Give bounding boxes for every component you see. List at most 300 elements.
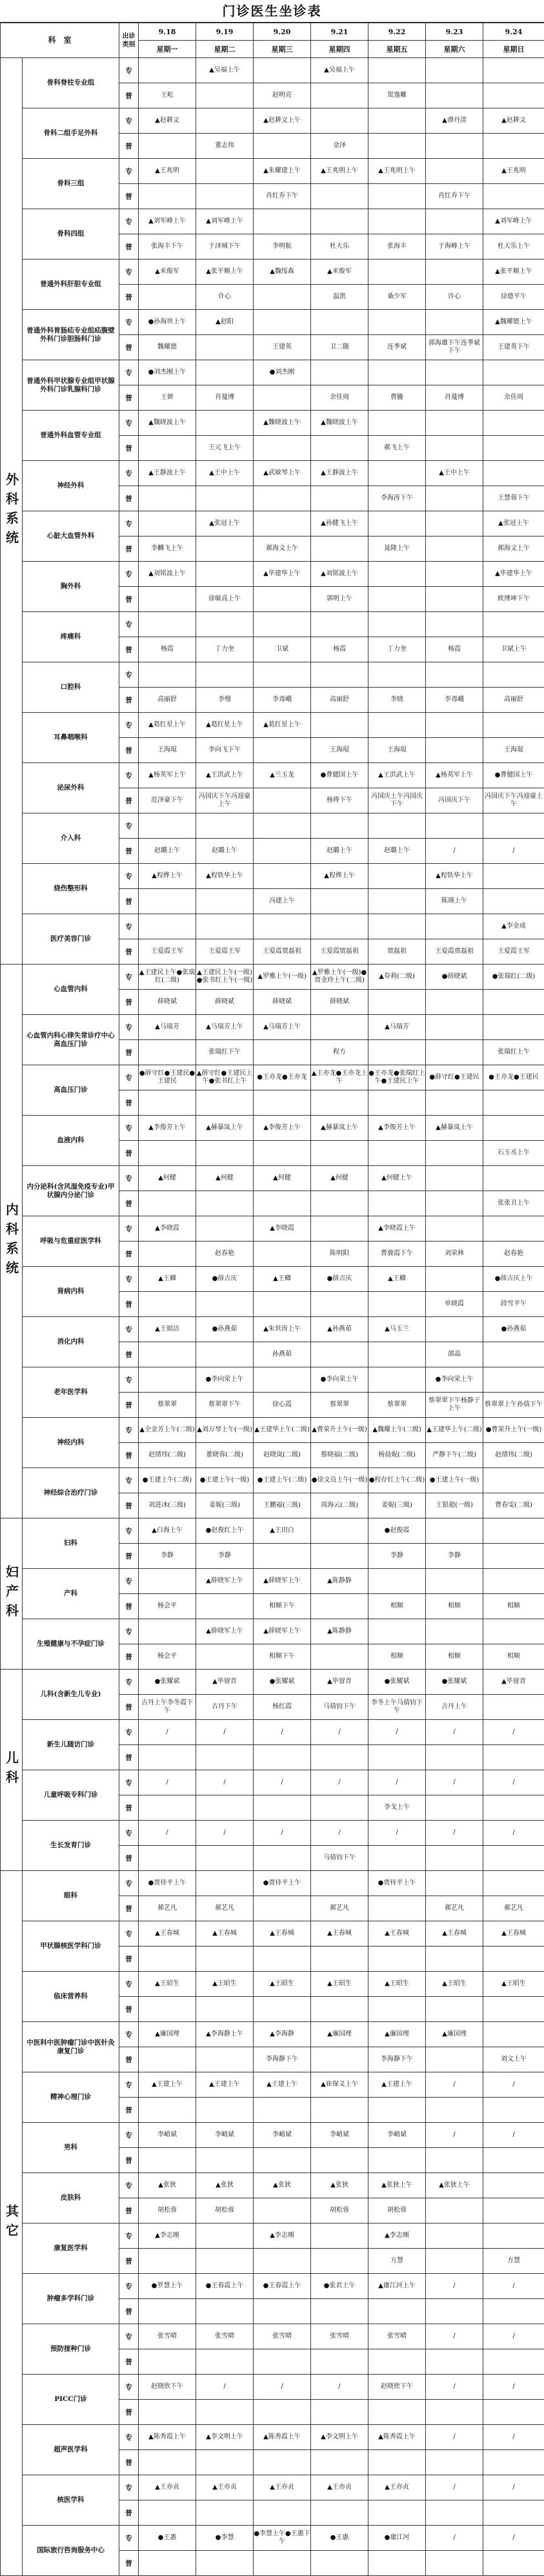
schedule-cell (196, 1644, 254, 1670)
schedule-cell: ▲张狄 (139, 2173, 196, 2198)
schedule-cell: / (254, 1720, 311, 1745)
schedule-cell: 李冬上午马倩钧下午 (368, 1695, 426, 1720)
schedule-cell: 姜妮(三级) (368, 1493, 426, 1518)
schedule-cell (196, 2551, 254, 2576)
schedule-cell: / (483, 1821, 544, 1846)
schedule-cell: 李向飞下午 (196, 738, 254, 763)
schedule-cell (368, 990, 426, 1015)
schedule-cell: ▲葛红星上午 (196, 713, 254, 738)
visit-type: 专 (119, 1972, 139, 1997)
schedule-row (1, 662, 544, 688)
schedule-cell (311, 2349, 368, 2375)
schedule-cell: / (483, 2324, 544, 2349)
schedule-cell: ▲张狄 (254, 2173, 311, 2198)
department-name: 烧伤整形科 (23, 864, 119, 914)
schedule-cell: ▲赵耕文 (139, 108, 196, 134)
schedule-cell: ●薛吉庆上午 (483, 1267, 544, 1292)
schedule-cell: ▲王昭生 (483, 1972, 544, 1997)
schedule-cell: ▲刘军峰上午 (483, 209, 544, 234)
schedule-cell: ●曹健国上午 (311, 763, 368, 788)
schedule-cell: 王爱霞贾磊祖 (311, 939, 368, 965)
schedule-cell: 冯建上午 (254, 889, 311, 914)
schedule-cell: ▲王亦贞 (311, 2475, 368, 2500)
schedule-cell: ▲李文明上午 (196, 2425, 254, 2450)
schedule-cell (368, 511, 426, 537)
schedule-cell: 胡松蓉 (311, 2198, 368, 2223)
schedule-cell: ▲薛晓军上午 (196, 1569, 254, 1594)
schedule-cell: 相顺 (483, 1594, 544, 1619)
schedule-cell: ▲崔保义上午 (311, 2072, 368, 2098)
schedule-cell (426, 436, 483, 461)
visit-type: 专 (119, 1065, 139, 1090)
schedule-cell: 肖蔓博 (426, 385, 483, 411)
schedule-cell: 蔡翠翠 (368, 1393, 426, 1418)
schedule-cell (368, 1191, 426, 1216)
schedule-cell (196, 486, 254, 511)
schedule-cell: ▲魏晓波上午 (311, 411, 368, 436)
schedule-cell (368, 889, 426, 914)
schedule-row (1, 1821, 544, 1846)
schedule-table (0, 23, 544, 2576)
schedule-cell: 刘文上午 (483, 2047, 544, 2072)
visit-type: 专 (119, 914, 139, 939)
schedule-cell (368, 411, 426, 436)
visit-type: 普 (119, 788, 139, 813)
schedule-cell (426, 914, 483, 939)
schedule-cell (426, 1997, 483, 2022)
schedule-cell: 李静 (196, 1544, 254, 1569)
schedule-cell (426, 738, 483, 763)
schedule-cell (254, 1090, 311, 1116)
schedule-cell (368, 2148, 426, 2173)
schedule-cell (483, 360, 544, 385)
schedule-cell: ▲刘万琴上午(一级) (196, 1418, 254, 1443)
schedule-cell (196, 562, 254, 587)
visit-type: 专 (119, 511, 139, 537)
schedule-row (1, 1518, 544, 1544)
schedule-cell: ▲张狄 (311, 2173, 368, 2198)
schedule-cell: ▲王建华上午(二级) (426, 1418, 483, 1443)
schedule-cell (426, 1166, 483, 1191)
schedule-cell: 郝艺凡 (483, 1896, 544, 1921)
schedule-cell (483, 864, 544, 889)
schedule-cell: ▲王洪武上午 (196, 763, 254, 788)
department-name: 皮肤科 (23, 2173, 119, 2223)
schedule-cell (483, 1544, 544, 1569)
schedule-cell: 李毒峨 (426, 688, 483, 713)
schedule-cell: ▲毕建华上午 (483, 562, 544, 587)
schedule-cell: ▲李俊芳上午 (254, 1116, 311, 1141)
schedule-cell (426, 2400, 483, 2425)
schedule-cell: / (196, 1720, 254, 1745)
schedule-cell (368, 813, 426, 839)
schedule-cell: ▲李志刚 (368, 2223, 426, 2249)
schedule-cell: 方慧 (483, 2249, 544, 2274)
schedule-cell: ▲王卿 (254, 1267, 311, 1292)
schedule-cell: 姜妮(三级) (196, 1493, 254, 1518)
schedule-cell: 李麟飞上午 (139, 537, 196, 562)
schedule-cell (311, 2299, 368, 2324)
schedule-cell (311, 1141, 368, 1166)
schedule-cell: ▲李金成 (483, 914, 544, 939)
schedule-cell: / (426, 2375, 483, 2400)
schedule-cell: 孙燕茹 (254, 1342, 311, 1367)
visit-type: 专 (119, 612, 139, 637)
schedule-cell (426, 83, 483, 108)
schedule-cell (311, 713, 368, 738)
schedule-cell (426, 2299, 483, 2324)
department-name: 普通外科血管专业组 (23, 411, 119, 461)
schedule-cell: ▲王昭生 (426, 1972, 483, 1997)
visit-type: 专 (119, 1619, 139, 1644)
schedule-cell: / (483, 1770, 544, 1795)
schedule-cell (368, 260, 426, 285)
schedule-cell: / (426, 1821, 483, 1846)
schedule-cell (426, 1619, 483, 1644)
department-name: 超声医学科 (23, 2425, 119, 2475)
schedule-cell (196, 1997, 254, 2022)
schedule-cell: ▲王昭生 (254, 1972, 311, 1997)
schedule-cell: ●王春霞上午 (254, 2274, 311, 2299)
department-name: 临床营养科 (23, 1972, 119, 2022)
schedule-cell: / (368, 1720, 426, 1745)
schedule-cell: 金泽 (311, 134, 368, 159)
schedule-row (1, 2123, 544, 2148)
department-name: PICC门诊 (23, 2375, 119, 2425)
schedule-cell: ▲张狄 (196, 2173, 254, 2198)
schedule-cell: ▲王建上午 (254, 2072, 311, 2098)
schedule-cell (483, 2148, 544, 2173)
schedule-cell (483, 2223, 544, 2249)
group-label: 其它 (1, 1871, 23, 2576)
header-date: 9.18 (139, 23, 196, 41)
schedule-cell (426, 2047, 483, 2072)
department-name: 老年医学科 (23, 1367, 119, 1418)
schedule-cell (426, 587, 483, 612)
schedule-cell (139, 1040, 196, 1065)
schedule-cell: ▲李海静上午 (196, 2022, 254, 2047)
schedule-cell: ▲赫暴岚上午 (426, 1116, 483, 1141)
schedule-cell: 桑少军 (368, 285, 426, 310)
schedule-row (1, 1921, 544, 1947)
schedule-cell: 杨会平 (139, 1644, 196, 1670)
department-name: 呼吸与危重症医学科 (23, 1216, 119, 1267)
schedule-cell: ▲陈秀霞上午 (139, 2425, 196, 2450)
schedule-cell: 胡松蓉 (196, 2198, 254, 2223)
visit-type: 普 (119, 2047, 139, 2072)
header-weekday: 星期五 (368, 41, 426, 58)
schedule-cell: ▲魏晓波上午 (254, 411, 311, 436)
schedule-cell (311, 2223, 368, 2249)
schedule-cell (368, 2500, 426, 2526)
schedule-cell: 李静 (426, 1544, 483, 1569)
schedule-cell: 连季斌 (368, 335, 426, 360)
schedule-cell: ▲赵阳 (196, 310, 254, 335)
visit-type: 专 (119, 662, 139, 688)
schedule-cell: ●贾侍平上午 (368, 1871, 426, 1896)
schedule-cell: ▲谭丹清 (426, 108, 483, 134)
schedule-cell (483, 2299, 544, 2324)
schedule-cell: 赵春艳 (196, 1242, 254, 1267)
department-name: 医疗美容门诊 (23, 914, 119, 965)
schedule-cell (426, 1040, 483, 1065)
schedule-cell: 杨晨妮(二级) (368, 1443, 426, 1468)
schedule-cell: ▲王春城 (311, 1921, 368, 1947)
schedule-cell: ●赵俊红上午 (196, 1518, 254, 1544)
schedule-cell: 张张丑上午 (483, 1191, 544, 1216)
schedule-cell (483, 889, 544, 914)
schedule-cell (311, 662, 368, 688)
schedule-cell (139, 2249, 196, 2274)
schedule-cell (483, 2551, 544, 2576)
visit-type: 专 (119, 562, 139, 587)
schedule-cell: 徐心霞 (254, 1393, 311, 1418)
schedule-cell: ▲王卿 (139, 1267, 196, 1292)
schedule-cell: / (426, 2123, 483, 2148)
department-name: 内分泌科(含风湿免疫专业)甲状腺内分泌门诊 (23, 1166, 119, 1216)
schedule-cell (196, 537, 254, 562)
schedule-cell: 曹騰 (368, 385, 426, 411)
schedule-cell: / (196, 1770, 254, 1795)
schedule-cell (311, 486, 368, 511)
visit-type: 普 (119, 2450, 139, 2475)
schedule-row (1, 1569, 544, 1594)
schedule-cell: 郝海文上午 (483, 537, 544, 562)
schedule-cell: 赵绪伟(二级) (483, 1443, 544, 1468)
schedule-cell (426, 2148, 483, 2173)
schedule-cell (196, 2148, 254, 2173)
visit-type: 专 (119, 1116, 139, 1141)
schedule-cell: ●张君上午 (311, 2274, 368, 2299)
schedule-cell (311, 108, 368, 134)
visit-type: 普 (119, 285, 139, 310)
visit-type: 普 (119, 134, 139, 159)
schedule-cell (254, 1795, 311, 1821)
schedule-cell: 余佳周 (311, 385, 368, 411)
schedule-cell (196, 159, 254, 184)
schedule-cell: ▲王春城 (196, 1921, 254, 1947)
schedule-cell (368, 1569, 426, 1594)
schedule-cell: 郝艺凡 (426, 1896, 483, 1921)
schedule-cell (368, 2551, 426, 2576)
schedule-cell: / (483, 2375, 544, 2400)
schedule-row (1, 1871, 544, 1896)
schedule-cell: 贺逸雕 (368, 83, 426, 108)
schedule-cell: ●张耀斌 (139, 1670, 196, 1695)
schedule-cell: / (426, 2425, 483, 2450)
schedule-cell: ▲李文明上午 (311, 2425, 368, 2450)
schedule-cell (196, 2349, 254, 2375)
schedule-row (1, 310, 544, 335)
schedule-row (1, 2475, 544, 2500)
schedule-cell (426, 1141, 483, 1166)
visit-type: 专 (119, 2425, 139, 2450)
schedule-cell (196, 1871, 254, 1896)
schedule-cell: ▲吴福上午 (311, 58, 368, 83)
schedule-cell: ▲王昭生 (196, 1972, 254, 1997)
schedule-cell: 冯国庆下午冯迎豪上午 (483, 788, 544, 813)
schedule-cell (139, 486, 196, 511)
department-name: 预防接种门诊 (23, 2324, 119, 2375)
schedule-cell (311, 2249, 368, 2274)
department-name: 高血压门诊 (23, 1065, 119, 1116)
schedule-cell: 赵明亮 (254, 83, 311, 108)
schedule-cell (311, 1745, 368, 1770)
header-date: 9.24 (483, 23, 544, 41)
visit-type: 普 (119, 1745, 139, 1770)
schedule-row (1, 763, 544, 788)
schedule-cell: 贾磊祖 (368, 939, 426, 965)
schedule-cell: / (254, 1821, 311, 1846)
schedule-cell (254, 1040, 311, 1065)
schedule-cell (196, 813, 254, 839)
schedule-cell: ▲吴福上午 (196, 58, 254, 83)
visit-type: 专 (119, 1216, 139, 1242)
schedule-cell (139, 813, 196, 839)
visit-type: 专 (119, 2223, 139, 2249)
visit-type: 普 (119, 889, 139, 914)
schedule-cell (483, 1871, 544, 1896)
schedule-cell (426, 813, 483, 839)
schedule-cell: ●王亦龙●张瑞红上午●王建民上午 (368, 1065, 426, 1090)
visit-type: 专 (119, 1317, 139, 1342)
schedule-cell: 于海峰上午 (426, 234, 483, 260)
schedule-cell: ▲程铁华上午 (426, 864, 483, 889)
schedule-cell: 张雪晴 (139, 2324, 196, 2349)
schedule-cell: 卫斌上午 (483, 637, 544, 662)
schedule-cell: 李海涛下午 (368, 486, 426, 511)
schedule-cell: ▲陈静静 (311, 1569, 368, 1594)
schedule-cell (139, 1619, 196, 1644)
schedule-cell: 杜天乐上午 (483, 234, 544, 260)
schedule-cell (426, 562, 483, 587)
schedule-cell: ▲王兆明 (139, 159, 196, 184)
schedule-cell: 高丽舒 (311, 688, 368, 713)
schedule-cell: 陈瑛上午 (426, 889, 483, 914)
schedule-cell (311, 1997, 368, 2022)
department-name: 介入科 (23, 813, 119, 864)
visit-type: 普 (119, 1242, 139, 1267)
schedule-cell: ▲朱耀建上午 (254, 159, 311, 184)
schedule-cell (368, 2450, 426, 2475)
department-name: 神经综合治疗门诊 (23, 1468, 119, 1518)
department-name: 普通外科胃肠疝专业组疝腹壁外科门诊胆肠科门诊 (23, 310, 119, 360)
schedule-cell: ▲王姐洁 (139, 1317, 196, 1342)
schedule-cell: ▲全金芳上午(二级) (139, 1418, 196, 1443)
schedule-cell (139, 1795, 196, 1821)
department-name: 普通外科甲状腺专业组甲状腺外科门诊乳腺科门诊 (23, 360, 119, 411)
visit-type: 专 (119, 1468, 139, 1493)
schedule-cell: 肖红乔下午 (254, 184, 311, 209)
header-date: 9.19 (196, 23, 254, 41)
schedule-cell (426, 1317, 483, 1342)
schedule-cell: ▲何健上午 (368, 1166, 426, 1191)
schedule-cell: 王海琨 (483, 738, 544, 763)
schedule-cell (254, 2148, 311, 2173)
visit-type: 普 (119, 1393, 139, 1418)
schedule-cell (311, 914, 368, 939)
schedule-row (1, 1468, 544, 1493)
visit-type: 普 (119, 2249, 139, 2274)
schedule-cell: ▲王亦龙●王亦龙上午 (311, 1065, 368, 1090)
schedule-row (1, 813, 544, 839)
schedule-cell: ●刘杰刚上午 (139, 360, 196, 385)
schedule-cell (196, 1342, 254, 1367)
visit-type: 普 (119, 486, 139, 511)
schedule-cell: ▲刘军峰上午 (139, 209, 196, 234)
visit-type: 专 (119, 2324, 139, 2349)
schedule-cell: 赵璐上午 (311, 839, 368, 864)
visit-type: 普 (119, 234, 139, 260)
schedule-cell: ●曹荣升上午(一级) (483, 1418, 544, 1443)
schedule-cell: 马倩钧下午 (311, 1695, 368, 1720)
schedule-cell (426, 159, 483, 184)
schedule-cell (311, 1518, 368, 1544)
visit-type: 专 (119, 411, 139, 436)
schedule-cell: ▲王卿 (368, 1267, 426, 1292)
schedule-cell: ▲薛晓军上午 (254, 1569, 311, 1594)
schedule-cell (426, 537, 483, 562)
schedule-cell: ●曹健国上午 (483, 763, 544, 788)
schedule-cell (426, 1267, 483, 1292)
schedule-cell: ▲李海静 (254, 2022, 311, 2047)
schedule-cell: ▲马玉兰 (368, 1317, 426, 1342)
schedule-row (1, 2526, 544, 2551)
schedule-cell: 马倩钧下午 (311, 1846, 368, 1871)
schedule-cell (483, 58, 544, 83)
department-name: 眼科 (23, 1871, 119, 1921)
visit-type: 专 (119, 965, 139, 990)
schedule-cell: 许心 (196, 285, 254, 310)
schedule-cell (483, 1468, 544, 1493)
schedule-cell: ▲魏绥森 (254, 260, 311, 285)
schedule-cell (311, 1015, 368, 1040)
schedule-cell: 相顺 (426, 1594, 483, 1619)
schedule-cell (368, 461, 426, 486)
header-weekday: 星期一 (139, 41, 196, 58)
schedule-row (1, 2022, 544, 2047)
department-name: 骨科三组 (23, 159, 119, 209)
schedule-cell: 郝飞上午 (368, 436, 426, 461)
schedule-cell (483, 2400, 544, 2425)
schedule-cell (196, 1594, 254, 1619)
visit-type: 普 (119, 839, 139, 864)
schedule-cell: 范泽豪下午 (139, 788, 196, 813)
visit-type: 普 (119, 1544, 139, 1569)
schedule-cell (368, 587, 426, 612)
schedule-cell: ▲张狄上午 (368, 2173, 426, 2198)
schedule-cell: 欧博坤下午 (483, 587, 544, 612)
schedule-cell (196, 1947, 254, 1972)
schedule-cell: 高丽舒 (483, 688, 544, 713)
visit-type: 普 (119, 990, 139, 1015)
schedule-cell: ▲孙燕茹 (311, 1317, 368, 1342)
schedule-cell (483, 713, 544, 738)
schedule-cell: ▲王春城 (254, 1921, 311, 1947)
schedule-cell: 王爱霞王军 (139, 939, 196, 965)
schedule-cell (311, 2400, 368, 2425)
schedule-cell: ▲李晓霞 (254, 1216, 311, 1242)
schedule-cell: ▲王亦贞 (254, 2475, 311, 2500)
schedule-cell: ▲李志刚 (139, 2223, 196, 2249)
schedule-cell (426, 2098, 483, 2123)
schedule-cell (139, 1292, 196, 1317)
schedule-row (1, 1720, 544, 1745)
visit-type: 普 (119, 1594, 139, 1619)
schedule-cell (483, 2022, 544, 2047)
visit-type: 普 (119, 1342, 139, 1367)
schedule-cell: 卫二随 (311, 335, 368, 360)
